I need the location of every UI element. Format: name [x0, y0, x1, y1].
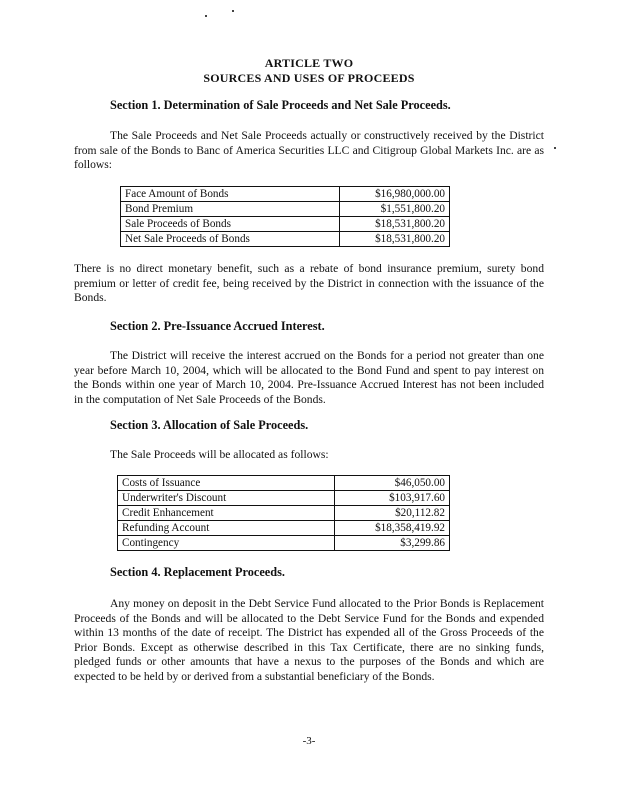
table-cell-amount: $103,917.60: [335, 491, 450, 506]
section4-body-text: Any money on deposit in the Debt Service Fund allocated to the Prior Bonds is Replacement Proceeds of the Bonds and will be allocated to the Debt Service Fund for the Bonds and expended within 13 months of the date of receipt. The District has expended all of the Gross Proceeds of the Prior Bonds. Except as otherwise described in this Tax Certificate, there are no sinking funds, pledged funds or other amounts that have a nexus to the purposes of the Bonds and which are expected to be held by or derived from a substantial beneficiary of the Bonds.: [74, 597, 544, 683]
scan-speck: [554, 147, 556, 149]
page-number: -3-: [302, 735, 316, 747]
table-row: [118, 476, 450, 491]
section2-body-text: The District will receive the interest accrued on the Bonds for a period not greater than one year before March 10, 2004, which will be allocated to the Bond Fund and spent to pay interest on the Bonds within one year of March 10, 2004. Pre-Issuance Accrued Interest has not been included in the computation of Net Sale Proceeds of the Bonds.: [74, 349, 544, 406]
table-row: [118, 521, 450, 536]
table-cell-amount: $1,551,800.20: [340, 202, 450, 217]
section1-intro: [74, 129, 544, 173]
scan-speck: [205, 15, 207, 17]
section4-body: [74, 597, 544, 685]
section4-heading: Section 4. Replacement Proceeds.: [110, 565, 285, 579]
section1-note-text: There is no direct monetary benefit, such as a rebate of bond insurance premium, surety bond premium or letter of credit fee, being received by the District in connection with the issuance of the Bonds.: [74, 262, 544, 305]
table-cell-amount: $18,358,419.92: [335, 521, 450, 536]
section3-heading: Section 3. Allocation of Sale Proceeds.: [110, 418, 309, 432]
article-subtitle: SOURCES AND USES OF PROCEEDS: [203, 71, 415, 85]
table-cell-amount: $18,531,800.20: [340, 217, 450, 232]
table-cell-amount: $16,980,000.00: [340, 187, 450, 202]
table-cell-label: Costs of Issuance: [118, 476, 335, 491]
table-row: [121, 187, 450, 202]
table-row: [121, 232, 450, 247]
table-cell-label: Credit Enhancement: [118, 506, 335, 521]
table-cell-amount: $46,050.00: [335, 476, 450, 491]
table-row: [118, 491, 450, 506]
table-cell-label: Underwriter's Discount: [118, 491, 335, 506]
table-cell-label: Refunding Account: [118, 521, 335, 536]
table-row: [121, 202, 450, 217]
section1-note: [74, 262, 544, 306]
section3-intro-text: The Sale Proceeds will be allocated as follows:: [110, 448, 329, 461]
article-title: ARTICLE TWO: [264, 56, 354, 70]
section2-body: [74, 349, 544, 407]
table-cell-label: Contingency: [118, 536, 335, 551]
table-cell-amount: $20,112.82: [335, 506, 450, 521]
table-cell-label: Face Amount of Bonds: [121, 187, 340, 202]
section3-intro: [110, 448, 540, 463]
section1-heading: Section 1. Determination of Sale Proceeds and Net Sale Proceeds.: [110, 98, 451, 112]
table-cell-label: Bond Premium: [121, 202, 340, 217]
sale-proceeds-table: [120, 186, 450, 247]
allocation-table: [117, 475, 450, 551]
table-cell-label: Sale Proceeds of Bonds: [121, 217, 340, 232]
section2-heading: Section 2. Pre-Issuance Accrued Interest.: [110, 319, 325, 333]
table-row: [118, 506, 450, 521]
scan-speck: [232, 10, 234, 12]
section1-intro-text: The Sale Proceeds and Net Sale Proceeds actually or constructively received by the District from sale of the Bonds to Banc of America Securities LLC and Citigroup Global Markets Inc. are as follows:: [74, 129, 544, 172]
table-row: [118, 536, 450, 551]
table-cell-amount: $3,299.86: [335, 536, 450, 551]
table-cell-label: Net Sale Proceeds of Bonds: [121, 232, 340, 247]
table-cell-amount: $18,531,800.20: [340, 232, 450, 247]
table-row: [121, 217, 450, 232]
